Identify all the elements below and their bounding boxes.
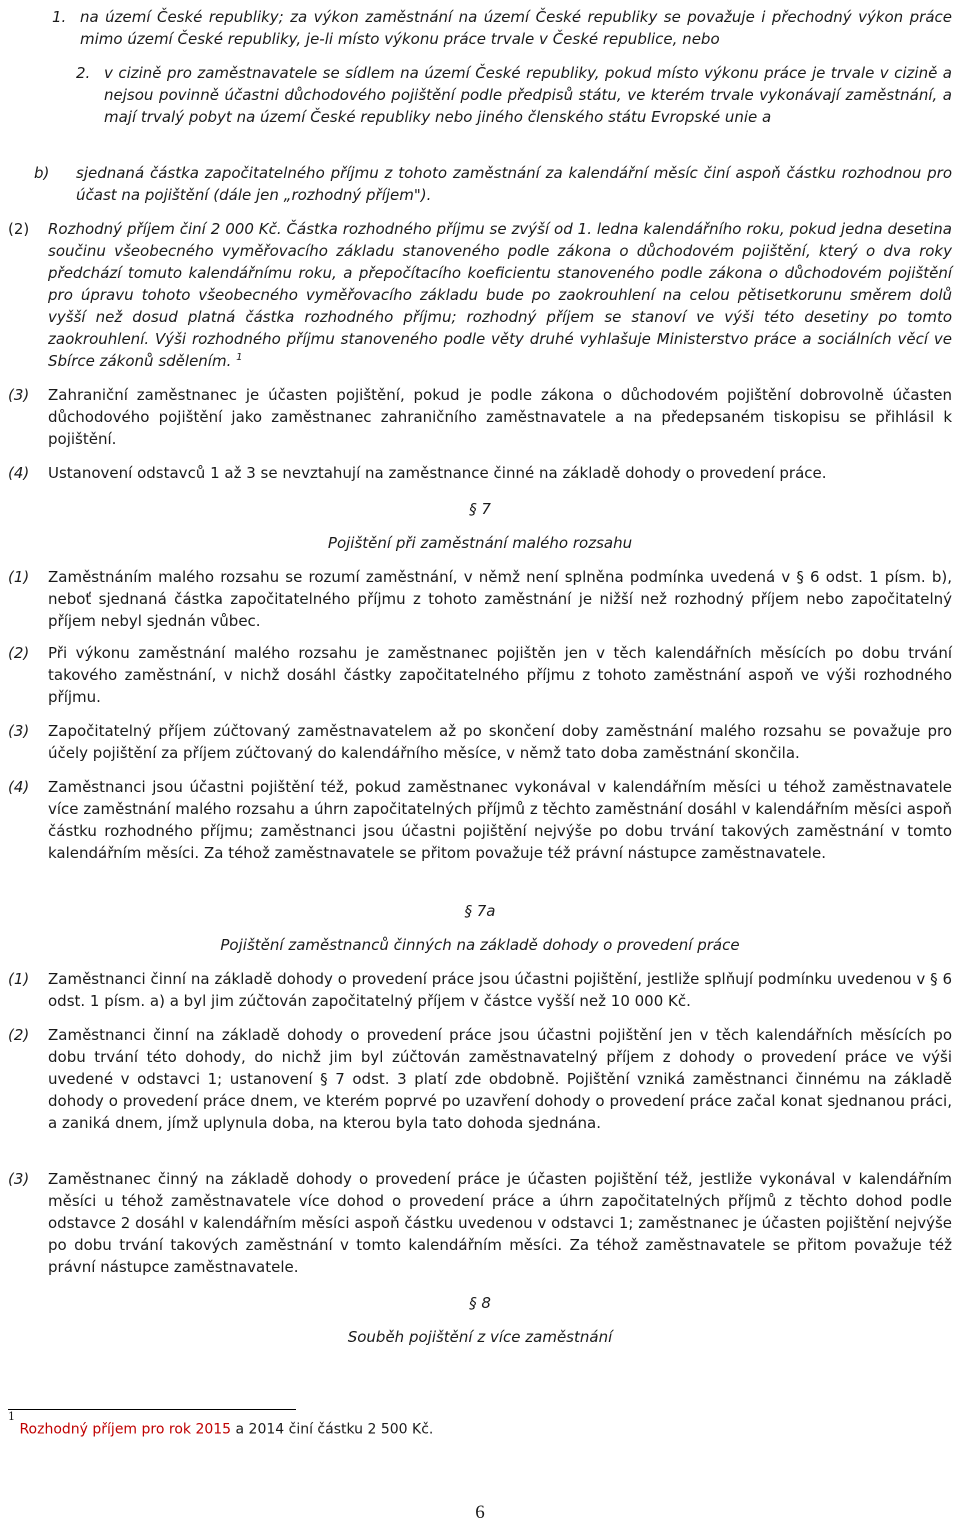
paragraph-7a-2: [8, 1024, 952, 1134]
paragraph-text: Zaměstnanci jsou účastni pojištění též, pokud zaměstnanec vykonával v kalendářním měsíci u téhož zaměstnavatele více zaměstnání malého rozsahu a úhrn započitatelných příjmů z těchto zaměstnání dosáhl v kalendářním měsíci aspoň částku rozhodného příjmu; zaměstnanci jsou účastni pojištění nejvýše po dobu trvání takových zaměstnání v tomto kalendářním měsíci. Za téhož zaměstnavatele se přitom považuje též právní nástupce zaměstnavatele.: [48, 778, 952, 862]
paragraph-text: Zaměstnanci činní na základě dohody o provedení práce jsou účastni pojištění, jestliže splňují podmínku uvedenou v § 6 odst. 1 písm. a) a byl jim zúčtován započitatelný příjem v částce vyšší než 10 000 Kč.: [48, 970, 952, 1010]
paragraph-number: (4): [8, 778, 30, 796]
paragraph-number: (1): [8, 970, 30, 988]
paragraph-7-1: [8, 566, 952, 632]
paragraph-text: Započitatelný příjem zúčtovaný zaměstnavatelem až po skončení doby zaměstnání malého rozsahu se považuje pro účely pojištění za příjem zúčtovaný do kalendářního měsíce, v němž tato doba zaměstnání skončila.: [48, 722, 952, 762]
list-item-text: sjednaná částka započitatelného příjmu z tohoto zaměstnání za kalendářní měsíc činí aspoň částku rozhodnou pro účast na pojištění (dále jen „rozhodný příjem").: [76, 164, 952, 204]
section-mark: § 8: [469, 1294, 491, 1312]
paragraph-2: [8, 218, 952, 372]
paragraph-number: (4): [8, 464, 30, 482]
footnote-link-text[interactable]: Rozhodný příjem pro rok 2015: [19, 1421, 232, 1438]
paragraph-3: [8, 384, 952, 450]
list-item-text: na území České republiky; za výkon zaměstnání na území České republiky se považuje i přechodný výkon práce mimo území České republiky, je-li místo výkonu práce trvale v České republice, nebo: [80, 8, 952, 48]
section-mark: § 7a: [464, 902, 496, 920]
paragraph-7-3: [8, 720, 952, 764]
section-title: Pojištění při zaměstnání malého rozsahu: [327, 534, 633, 552]
section-mark: § 7: [469, 500, 491, 518]
paragraph-number: (2): [8, 220, 30, 238]
page-number: 6: [475, 1502, 485, 1523]
paragraph-number: (3): [8, 722, 30, 740]
paragraph-number: (1): [8, 568, 30, 586]
section-title: Pojištění zaměstnanců činných na základě dohody o provedení práce: [220, 936, 740, 954]
footnote-divider: [8, 1409, 296, 1410]
list-item-letter: b): [34, 164, 50, 182]
list-item-1: [52, 6, 952, 50]
paragraph-number: (2): [8, 644, 30, 662]
paragraph-text: Zaměstnáním malého rozsahu se rozumí zaměstnání, v němž není splněna podmínka uvedená v § 6 odst. 1 písm. b), neboť sjednaná částka započitatelného příjmu z tohoto zaměstnání je nižší než rozhodný příjem nebo započitatelný příjem nebyl sjednán vůbec.: [48, 568, 952, 630]
list-item-text: v cizině pro zaměstnavatele se sídlem na území České republiky, pokud místo výkonu práce je trvale v cizině a nejsou povinně účastni důchodového pojištění podle předpisů státu, ve kterém trvale vykonávají zaměstnání, a mají trvalý pobyt na území České republiky nebo jiného členského státu Evropské unie a: [104, 64, 952, 126]
list-item-number: 1.: [52, 8, 67, 26]
paragraph-7a-1: [8, 968, 952, 1012]
footnote-reference[interactable]: 1: [236, 352, 243, 363]
paragraph-text: Rozhodný příjem činí 2 000 Kč. Částka rozhodného příjmu se zvýší od 1. ledna kalendářního roku, pokud jedna desetina součinu všeobecného vyměřovacího základu stanoveného podle zákona o důchodovém pojištění, který o dva roky předchází tomuto kalendářnímu roku, a přepočítacího koeficientu stanoveného podle zákona o důchodovém pojištění pro úpravu tohoto všeobecného vyměřovacího základu bude po zaokrouhlení na celou pětisetkorunu směrem dolů vyšší než dosud platná částka rozhodného příjmu; rozhodný příjem se stanoví ve výši této desetiny po tomto zaokrouhlení. Výši rozhodného příjmu stanoveného podle věty druhé vyhlašuje Ministerstvo práce a sociálních věcí ve Sbírce zákonů sdělením.: [48, 220, 952, 370]
footnote: [8, 1410, 434, 1438]
footnote-number: 1: [8, 1410, 15, 1423]
paragraph-number: (3): [8, 386, 30, 404]
paragraph-7a-3: [8, 1168, 952, 1278]
list-item-b: [34, 162, 952, 206]
paragraph-number: (3): [8, 1170, 30, 1188]
list-item-number: 2.: [76, 64, 91, 82]
paragraph-text: Při výkonu zaměstnání malého rozsahu je zaměstnanec pojištěn jen v těch kalendářních měsících po dobu trvání takového zaměstnání, v nichž dosáhl částky započitatelného příjmu z tohoto zaměstnání aspoň ve výši rozhodného příjmu.: [48, 644, 952, 706]
paragraph-7-4: [8, 776, 952, 864]
section-title: Souběh pojištění z více zaměstnání: [347, 1328, 613, 1346]
paragraph-number: (2): [8, 1026, 30, 1044]
paragraph-text: Zahraniční zaměstnanec je účasten pojištění, pokud je podle zákona o důchodovém pojištění dobrovolně účasten důchodového pojištění jako zaměstnanec zahraničního zaměstnavatele a na předepsaném tiskopisu se přihlásil k pojištění.: [48, 386, 952, 448]
paragraph-text: Zaměstnanec činný na základě dohody o provedení práce je účasten pojištění též, jestliže vykonával v kalendářním měsíci u téhož zaměstnavatele více dohod o provedení práce a úhrn započitatelných příjmů z těchto dohod podle odstavce 2 dosáhl v kalendářním měsíci aspoň částku uvedenou v odstavci 1; zaměstnanec je účasten pojištění nejvýše po dobu trvání takových zaměstnání v tomto kalendářním měsíci. Za téhož zaměstnavatele se přitom považuje též právní nástupce zaměstnavatele.: [48, 1170, 952, 1276]
list-item-2: [76, 62, 952, 128]
paragraph-4: [8, 462, 952, 484]
paragraph-text: Ustanovení odstavců 1 až 3 se nevztahují na zaměstnance činné na základě dohody o provedení práce.: [48, 464, 827, 482]
paragraph-text: Zaměstnanci činní na základě dohody o provedení práce jsou účastni pojištění jen v těch kalendářních měsících po dobu trvání této dohody, do nichž jim byl zúčtován zaměstnavatelný příjem z dohody o provedení práce ve výši uvedené v odstavci 1; ustanovení § 7 odst. 3 platí zde obdobně. Pojištění vzniká zaměstnanci činnému na základě dohody o provedení práce dnem, ve kterém poprvé po uzavření dohody o provedení práce začal konat sjednanou práci, a zaniká dnem, jímž uplynula doba, na kterou byla tato dohoda sjednána.: [48, 1026, 952, 1132]
paragraph-7-2: [8, 642, 952, 708]
footnote-text: a 2014 činí částku 2 500 Kč.: [231, 1421, 434, 1438]
